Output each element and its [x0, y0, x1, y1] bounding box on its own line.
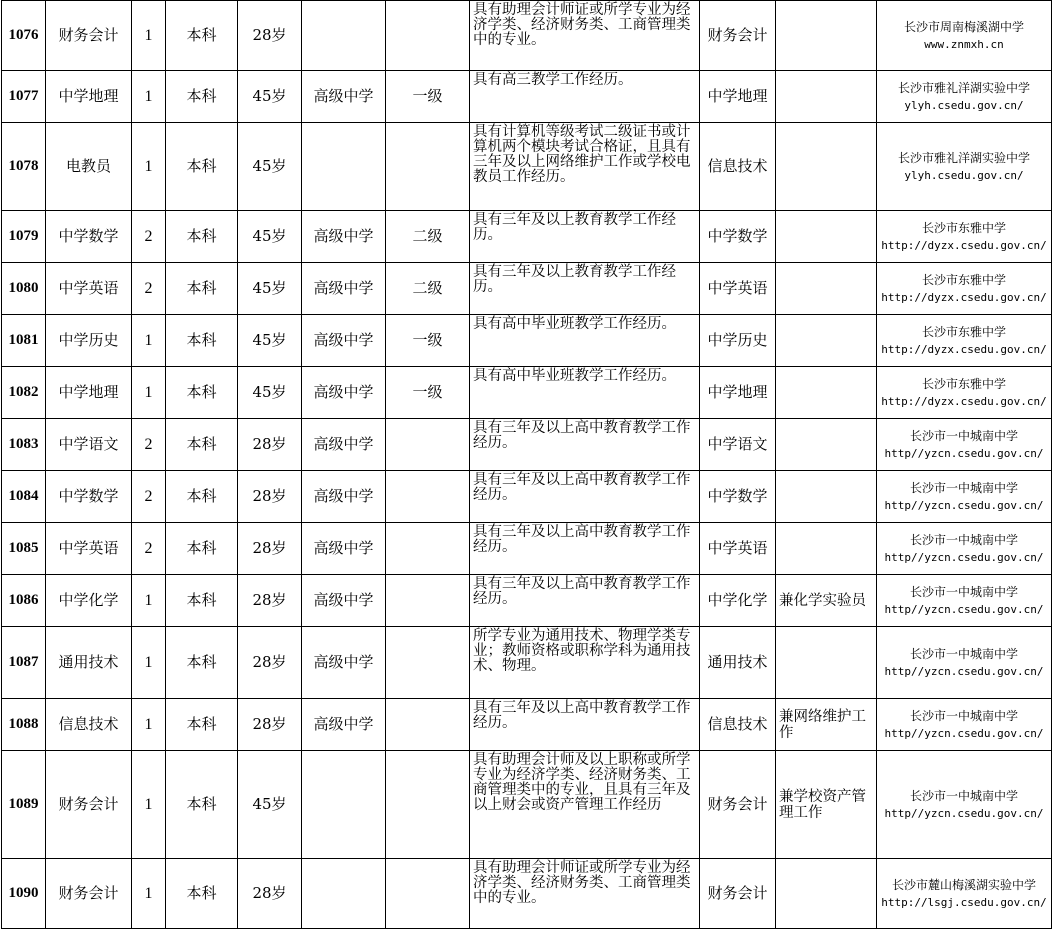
- school-level: 高级中学: [302, 419, 386, 471]
- row-id: 1082: [2, 367, 46, 419]
- subject: 中学数学: [700, 471, 776, 523]
- education-requirement: 本科: [166, 627, 238, 699]
- subject: 中学历史: [700, 315, 776, 367]
- title-level: [386, 575, 470, 627]
- age-limit: 28岁: [238, 575, 302, 627]
- contact-cell: [877, 123, 1052, 211]
- education-requirement: 本科: [166, 367, 238, 419]
- hire-count: 2: [132, 471, 166, 523]
- hire-count: 1: [132, 627, 166, 699]
- education-requirement: 本科: [166, 1, 238, 71]
- school-level: 高级中学: [302, 523, 386, 575]
- position-name: 电教员: [46, 123, 132, 211]
- hire-count: 2: [132, 523, 166, 575]
- school-name: 长沙市一中城南中学: [909, 584, 1018, 599]
- requirements: 具有三年及以上教育教学工作经历。: [470, 263, 700, 315]
- school-level: [302, 751, 386, 859]
- hire-count: 1: [132, 367, 166, 419]
- position-name: 中学地理: [46, 367, 132, 419]
- table-row: [2, 211, 1052, 263]
- position-name: 财务会计: [46, 859, 132, 929]
- school-name: 长沙市麓山梅溪湖实验中学: [891, 877, 1036, 892]
- position-name: 中学历史: [46, 315, 132, 367]
- table-row: [2, 367, 1052, 419]
- row-id: 1087: [2, 627, 46, 699]
- education-requirement: 本科: [166, 471, 238, 523]
- table-row: [2, 123, 1052, 211]
- requirements: 具有三年及以上高中教育教学工作经历。: [470, 471, 700, 523]
- contact-cell: [877, 419, 1052, 471]
- requirements: 具有三年及以上高中教育教学工作经历。: [470, 699, 700, 751]
- position-name: 信息技术: [46, 699, 132, 751]
- contact-cell: [877, 699, 1052, 751]
- title-level: 二级: [386, 263, 470, 315]
- school-name: 长沙市周南梅溪湖中学: [903, 19, 1024, 34]
- education-requirement: 本科: [166, 523, 238, 575]
- recruitment-table: [1, 0, 1052, 929]
- table-row: [2, 1, 1052, 71]
- table-row: [2, 523, 1052, 575]
- hire-count: 2: [132, 263, 166, 315]
- age-limit: 28岁: [238, 419, 302, 471]
- age-limit: 28岁: [238, 699, 302, 751]
- school-level: [302, 1, 386, 71]
- age-limit: 45岁: [238, 71, 302, 123]
- title-level: [386, 699, 470, 751]
- note: [776, 71, 877, 123]
- education-requirement: 本科: [166, 123, 238, 211]
- school-level: 高级中学: [302, 315, 386, 367]
- hire-count: 2: [132, 419, 166, 471]
- requirements: 具有高中毕业班教学工作经历。: [470, 315, 700, 367]
- requirements: 具有三年及以上教育教学工作经历。: [470, 211, 700, 263]
- row-id: 1078: [2, 123, 46, 211]
- subject: 中学化学: [700, 575, 776, 627]
- title-level: 一级: [386, 367, 470, 419]
- row-id: 1089: [2, 751, 46, 859]
- title-level: [386, 123, 470, 211]
- education-requirement: 本科: [166, 699, 238, 751]
- subject: 信息技术: [700, 699, 776, 751]
- school-name: 长沙市一中城南中学: [909, 480, 1018, 495]
- position-name: 中学英语: [46, 523, 132, 575]
- age-limit: 28岁: [238, 627, 302, 699]
- row-id: 1088: [2, 699, 46, 751]
- requirements: 具有助理会计师证或所学专业为经济学类、经济财务类、工商管理类中的专业。: [470, 859, 700, 929]
- school-url[interactable]: http//yzcn.csedu.gov.cn/: [884, 602, 1044, 616]
- requirements: 具有三年及以上高中教育教学工作经历。: [470, 523, 700, 575]
- note: [776, 523, 877, 575]
- requirements: 具有计算机等级考试二级证书或计算机两个模块考试合格证，且具有三年及以上网络维护工作或学校电教员工作经历。: [470, 123, 700, 211]
- position-name: 中学数学: [46, 471, 132, 523]
- table-body: [2, 1, 1052, 929]
- position-name: 中学化学: [46, 575, 132, 627]
- school-url[interactable]: http//yzcn.csedu.gov.cn/: [884, 726, 1044, 740]
- contact-cell: [877, 523, 1052, 575]
- education-requirement: 本科: [166, 263, 238, 315]
- school-url[interactable]: www.znmxh.cn: [924, 37, 1004, 51]
- age-limit: 45岁: [238, 751, 302, 859]
- hire-count: 1: [132, 859, 166, 929]
- requirements: 具有助理会计师证或所学专业为经济学类、经济财务类、工商管理类中的专业。: [470, 1, 700, 71]
- row-id: 1081: [2, 315, 46, 367]
- school-url[interactable]: http//yzcn.csedu.gov.cn/: [884, 664, 1044, 678]
- title-level: [386, 1, 470, 71]
- subject: 中学地理: [700, 367, 776, 419]
- row-id: 1076: [2, 1, 46, 71]
- note: [776, 859, 877, 929]
- school-level: [302, 123, 386, 211]
- title-level: [386, 419, 470, 471]
- school-name: 长沙市东雅中学: [921, 376, 1006, 391]
- row-id: 1084: [2, 471, 46, 523]
- subject: 通用技术: [700, 627, 776, 699]
- contact-cell: [877, 71, 1052, 123]
- position-name: 中学英语: [46, 263, 132, 315]
- school-name: 长沙市一中城南中学: [909, 788, 1018, 803]
- note: [776, 263, 877, 315]
- education-requirement: 本科: [166, 419, 238, 471]
- education-requirement: 本科: [166, 315, 238, 367]
- school-level: 高级中学: [302, 699, 386, 751]
- school-name: 长沙市雅礼洋湖实验中学: [897, 150, 1030, 165]
- table-row: [2, 627, 1052, 699]
- requirements: 具有三年及以上高中教育教学工作经历。: [470, 575, 700, 627]
- subject: 中学英语: [700, 263, 776, 315]
- age-limit: 45岁: [238, 315, 302, 367]
- note: 兼网络维护工作: [776, 699, 877, 751]
- note: [776, 471, 877, 523]
- age-limit: 28岁: [238, 859, 302, 929]
- title-level: 二级: [386, 211, 470, 263]
- row-id: 1086: [2, 575, 46, 627]
- school-name: 长沙市一中城南中学: [909, 646, 1018, 661]
- requirements: 具有高中毕业班教学工作经历。: [470, 367, 700, 419]
- table-row: [2, 575, 1052, 627]
- title-level: [386, 471, 470, 523]
- education-requirement: 本科: [166, 71, 238, 123]
- table-row: [2, 71, 1052, 123]
- subject: 中学地理: [700, 71, 776, 123]
- school-url[interactable]: http://dyzx.csedu.gov.cn/: [881, 342, 1047, 356]
- position-name: 中学语文: [46, 419, 132, 471]
- education-requirement: 本科: [166, 751, 238, 859]
- position-name: 中学数学: [46, 211, 132, 263]
- hire-count: 1: [132, 699, 166, 751]
- note: [776, 367, 877, 419]
- age-limit: 45岁: [238, 263, 302, 315]
- hire-count: 1: [132, 315, 166, 367]
- school-url[interactable]: http//yzcn.csedu.gov.cn/: [884, 446, 1044, 460]
- contact-cell: [877, 211, 1052, 263]
- title-level: [386, 523, 470, 575]
- row-id: 1079: [2, 211, 46, 263]
- table-row: [2, 751, 1052, 859]
- note: [776, 123, 877, 211]
- school-name: 长沙市一中城南中学: [909, 532, 1018, 547]
- title-level: 一级: [386, 71, 470, 123]
- contact-cell: [877, 263, 1052, 315]
- position-name: 通用技术: [46, 627, 132, 699]
- subject: 中学英语: [700, 523, 776, 575]
- age-limit: 28岁: [238, 1, 302, 71]
- table-row: [2, 471, 1052, 523]
- title-level: [386, 859, 470, 929]
- school-name: 长沙市雅礼洋湖实验中学: [897, 80, 1030, 95]
- school-name: 长沙市一中城南中学: [909, 428, 1018, 443]
- row-id: 1083: [2, 419, 46, 471]
- hire-count: 1: [132, 575, 166, 627]
- note: [776, 315, 877, 367]
- contact-cell: [877, 751, 1052, 859]
- subject: 财务会计: [700, 1, 776, 71]
- row-id: 1077: [2, 71, 46, 123]
- contact-cell: [877, 367, 1052, 419]
- school-url[interactable]: http//yzcn.csedu.gov.cn/: [884, 550, 1044, 564]
- school-url[interactable]: ylyh.csedu.gov.cn/: [904, 168, 1024, 182]
- note: [776, 627, 877, 699]
- contact-cell: [877, 1, 1052, 71]
- school-url[interactable]: http://dyzx.csedu.gov.cn/: [881, 394, 1047, 408]
- age-limit: 45岁: [238, 211, 302, 263]
- note: [776, 211, 877, 263]
- school-url[interactable]: http://dyzx.csedu.gov.cn/: [881, 238, 1047, 252]
- position-name: 中学地理: [46, 71, 132, 123]
- education-requirement: 本科: [166, 575, 238, 627]
- note: [776, 1, 877, 71]
- age-limit: 45岁: [238, 123, 302, 211]
- row-id: 1085: [2, 523, 46, 575]
- school-name: 长沙市东雅中学: [921, 272, 1006, 287]
- table-row: [2, 419, 1052, 471]
- table-row: [2, 859, 1052, 929]
- subject: 财务会计: [700, 751, 776, 859]
- title-level: [386, 627, 470, 699]
- school-url[interactable]: ylyh.csedu.gov.cn/: [904, 98, 1024, 112]
- hire-count: 1: [132, 1, 166, 71]
- position-name: 财务会计: [46, 1, 132, 71]
- table-row: [2, 699, 1052, 751]
- requirements: 具有三年及以上高中教育教学工作经历。: [470, 419, 700, 471]
- contact-cell: [877, 859, 1052, 929]
- hire-count: 1: [132, 751, 166, 859]
- school-level: 高级中学: [302, 71, 386, 123]
- note: [776, 419, 877, 471]
- hire-count: 2: [132, 211, 166, 263]
- hire-count: 1: [132, 71, 166, 123]
- education-requirement: 本科: [166, 211, 238, 263]
- note: 兼化学实验员: [776, 575, 877, 627]
- row-id: 1090: [2, 859, 46, 929]
- contact-cell: [877, 627, 1052, 699]
- school-url[interactable]: http://dyzx.csedu.gov.cn/: [881, 290, 1047, 304]
- requirements: 所学专业为通用技术、物理学类专业；教师资格或职称学科为通用技术、物理。: [470, 627, 700, 699]
- title-level: 一级: [386, 315, 470, 367]
- table-row: [2, 315, 1052, 367]
- table-row: [2, 263, 1052, 315]
- age-limit: 45岁: [238, 367, 302, 419]
- row-id: 1080: [2, 263, 46, 315]
- age-limit: 28岁: [238, 471, 302, 523]
- age-limit: 28岁: [238, 523, 302, 575]
- title-level: [386, 751, 470, 859]
- school-level: 高级中学: [302, 367, 386, 419]
- note: 兼学校资产管理工作: [776, 751, 877, 859]
- contact-cell: [877, 315, 1052, 367]
- subject: 财务会计: [700, 859, 776, 929]
- school-level: [302, 859, 386, 929]
- school-level: 高级中学: [302, 627, 386, 699]
- contact-cell: [877, 575, 1052, 627]
- school-name: 长沙市东雅中学: [921, 324, 1006, 339]
- school-level: 高级中学: [302, 211, 386, 263]
- subject: 中学数学: [700, 211, 776, 263]
- position-name: 财务会计: [46, 751, 132, 859]
- subject: 信息技术: [700, 123, 776, 211]
- school-name: 长沙市东雅中学: [921, 220, 1006, 235]
- requirements: 具有高三教学工作经历。: [470, 71, 700, 123]
- education-requirement: 本科: [166, 859, 238, 929]
- school-level: 高级中学: [302, 263, 386, 315]
- school-level: 高级中学: [302, 471, 386, 523]
- school-level: 高级中学: [302, 575, 386, 627]
- school-url[interactable]: http//yzcn.csedu.gov.cn/: [884, 806, 1044, 820]
- school-url[interactable]: http://lsgj.csedu.gov.cn/: [881, 895, 1047, 909]
- contact-cell: [877, 471, 1052, 523]
- requirements: 具有助理会计师及以上职称或所学专业为经济学类、经济财务类、工商管理类中的专业，且具有三年及以上财会或资产管理工作经历: [470, 751, 700, 859]
- subject: 中学语文: [700, 419, 776, 471]
- hire-count: 1: [132, 123, 166, 211]
- school-url[interactable]: http//yzcn.csedu.gov.cn/: [884, 498, 1044, 512]
- school-name: 长沙市一中城南中学: [909, 708, 1018, 723]
